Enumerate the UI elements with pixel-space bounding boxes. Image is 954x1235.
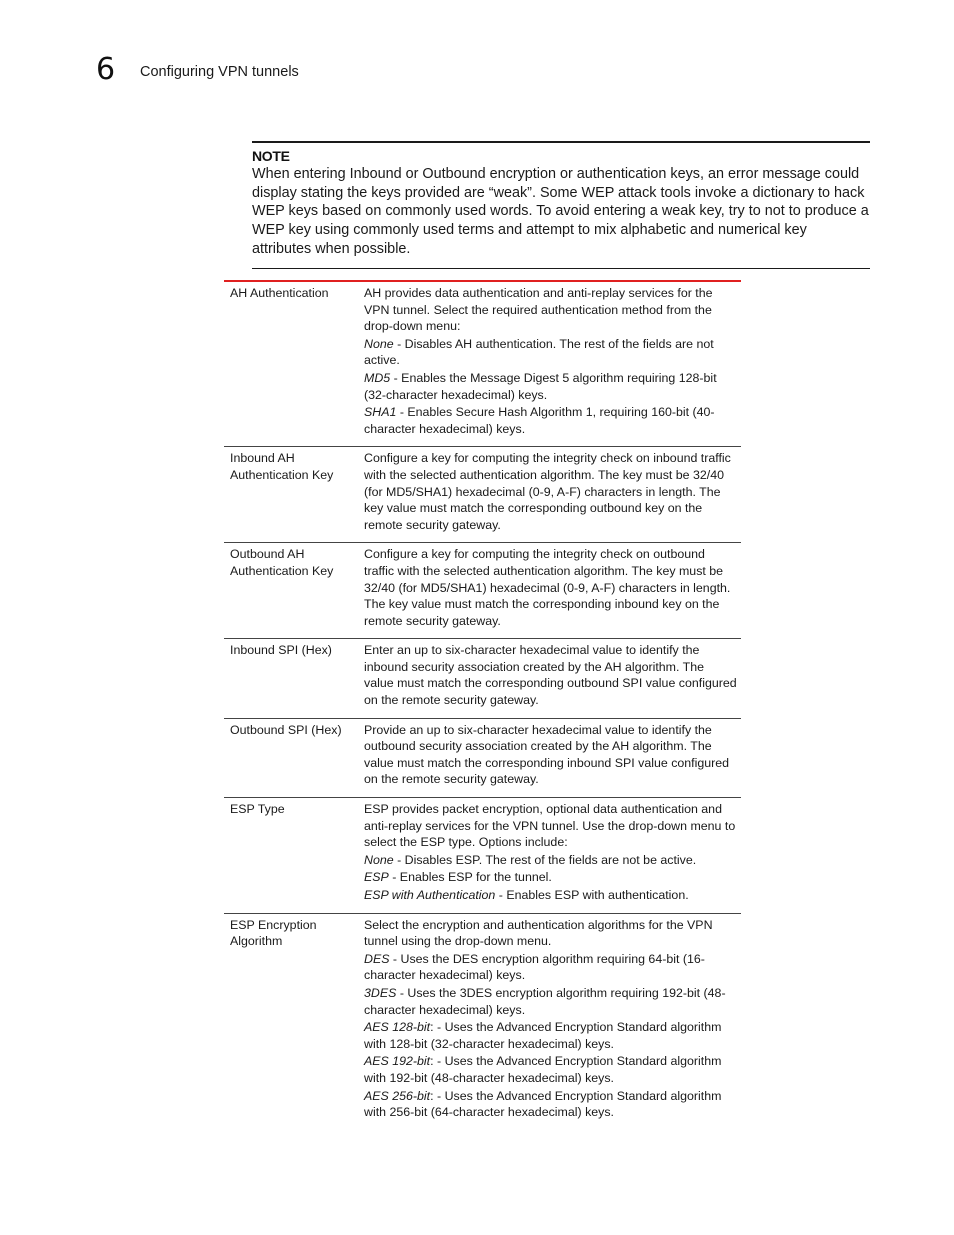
description-line — [364, 985, 737, 1018]
description-text: - Uses the 3DES encryption algorithm requiring 192-bit (48-character hexadecimal) keys. — [364, 985, 726, 1017]
option-name: MD5 — [364, 370, 391, 385]
description-text: : - Uses the Advanced Encryption Standard algorithm with 256-bit (64-character hexadecimal) keys. — [364, 1088, 722, 1120]
option-name: ESP — [364, 870, 389, 885]
parameter-table — [224, 280, 741, 1130]
description-text: Enter an up to six-character hexadecimal value to identify the inbound security association created by the AH algorithm. The value must match the corresponding outbound SPI value configured on the remote security gateway. — [364, 643, 737, 708]
description-text: - Enables ESP for the tunnel. — [388, 870, 552, 885]
note-label: NOTE — [252, 148, 290, 164]
option-name: ESP with Authentication — [364, 888, 496, 902]
chapter-title: Configuring VPN tunnels — [140, 64, 299, 80]
description-text: - Uses the DES encryption algorithm requiring 64-bit (16-character hexadecimal) keys. — [364, 951, 705, 983]
parameter-description — [358, 718, 741, 797]
description-text: - Enables the Message Digest 5 algorithm requiring 128-bit (32-character hexadecimal) keys. — [364, 370, 717, 402]
description-text: - Enables ESP with authentication. — [495, 888, 689, 902]
table-row — [224, 281, 741, 447]
description-line — [364, 951, 737, 984]
description-line — [364, 1088, 737, 1121]
description-line — [364, 1053, 737, 1086]
description-line — [364, 852, 737, 869]
description-line — [364, 370, 737, 403]
option-name: AES 128-bit — [364, 1020, 431, 1035]
parameter-description — [358, 281, 741, 447]
parameter-name: Outbound AH Authentication Key — [224, 543, 358, 639]
description-line — [364, 887, 737, 904]
note-box — [252, 141, 870, 269]
option-name: AES 256-bit — [364, 1088, 431, 1103]
description-line — [364, 546, 737, 629]
parameter-name: ESP Encryption Algorithm — [230, 917, 317, 949]
description-text: Configure a key for computing the integrity check on inbound traffic with the selected authentication algorithm. The key must be 32/40 (for MD5/SHA1) hexadecimal (0-9, A-F) characters in length. The key value must match the corresponding outbound key on the remote security gateway. — [364, 451, 731, 532]
description-text: ESP provides packet encryption, optional data authentication and anti-replay services for the VPN tunnel. Use the drop-down menu to select the ESP type. Options include: — [364, 802, 736, 850]
description-text: Configure a key for computing the integrity check on outbound traffic with the selected authentication algorithm. The key must be 32/40 (for MD5/SHA1) hexadecimal (0-9, A-F) characters in length. The key value must match the corresponding inbound key on the remote security gateway. — [364, 547, 731, 628]
note-text: When entering Inbound or Outbound encryption or authentication keys, an error message could display stating the keys provided are “weak”. Some WEP attack tools invoke a dictionary to hack WEP keys based on commonly used words. To avoid entering a weak key, try to not to produce a WEP key using commonly used terms and attempt to mix alphabetic and numerical key attributes when possible. — [252, 166, 869, 257]
description-line — [364, 801, 737, 851]
description-line — [364, 722, 737, 788]
table-row — [224, 718, 741, 797]
description-line — [364, 336, 737, 369]
description-text: - Disables AH authentication. The rest of the fields are not active. — [364, 336, 714, 368]
parameter-name: AH Authentication — [224, 281, 358, 447]
description-text: : - Uses the Advanced Encryption Standard algorithm with 128-bit (32-character hexadecimal) keys. — [364, 1020, 722, 1051]
description-line — [364, 450, 737, 533]
chapter-number: 6 — [96, 52, 116, 87]
parameter-name: Outbound SPI (Hex) — [224, 718, 358, 797]
option-name: AES 192-bit — [364, 1054, 431, 1069]
description-line — [364, 642, 737, 708]
parameter-name: ESP Type — [224, 798, 358, 914]
parameter-description — [358, 639, 741, 718]
description-line — [364, 917, 737, 950]
description-line — [364, 285, 737, 335]
table-row — [224, 543, 741, 639]
parameter-name: Inbound AH Authentication Key — [224, 447, 358, 543]
option-name: None — [364, 336, 394, 351]
option-name: SHA1 — [364, 405, 397, 420]
option-name: None — [364, 852, 394, 867]
parameter-name: Inbound SPI (Hex) — [224, 639, 358, 718]
description-line — [364, 1019, 737, 1052]
parameter-description — [358, 543, 741, 639]
table-row — [224, 798, 741, 914]
parameter-description — [358, 913, 741, 1130]
parameter-table-body — [224, 281, 741, 1130]
parameter-description — [358, 798, 741, 914]
description-line — [364, 404, 737, 437]
description-text: - Enables Secure Hash Algorithm 1, requiring 160-bit (40-character hexadecimal) keys. — [364, 405, 715, 436]
table-row — [224, 639, 741, 718]
option-name: DES — [364, 951, 390, 966]
table-row — [224, 913, 741, 1130]
option-name: 3DES — [364, 985, 397, 1000]
parameter-description — [358, 447, 741, 543]
description-text: Provide an up to six-character hexadecimal value to identify the outbound security association created by the AH algorithm. The value must match the corresponding inbound SPI value configured on the remote security gateway. — [364, 722, 730, 787]
description-text: - Disables ESP. The rest of the fields are not be active. — [393, 852, 697, 867]
description-text: Select the encryption and authentication algorithms for the VPN tunnel using the drop-down menu. — [364, 917, 713, 949]
description-line — [364, 869, 737, 886]
table-row — [224, 447, 741, 543]
description-text: AH provides data authentication and anti-replay services for the VPN tunnel. Select the required authentication method from the drop-down menu: — [364, 286, 713, 334]
description-text: : - Uses the Advanced Encryption Standard algorithm with 192-bit (48-character hexadecimal) keys. — [364, 1054, 722, 1085]
